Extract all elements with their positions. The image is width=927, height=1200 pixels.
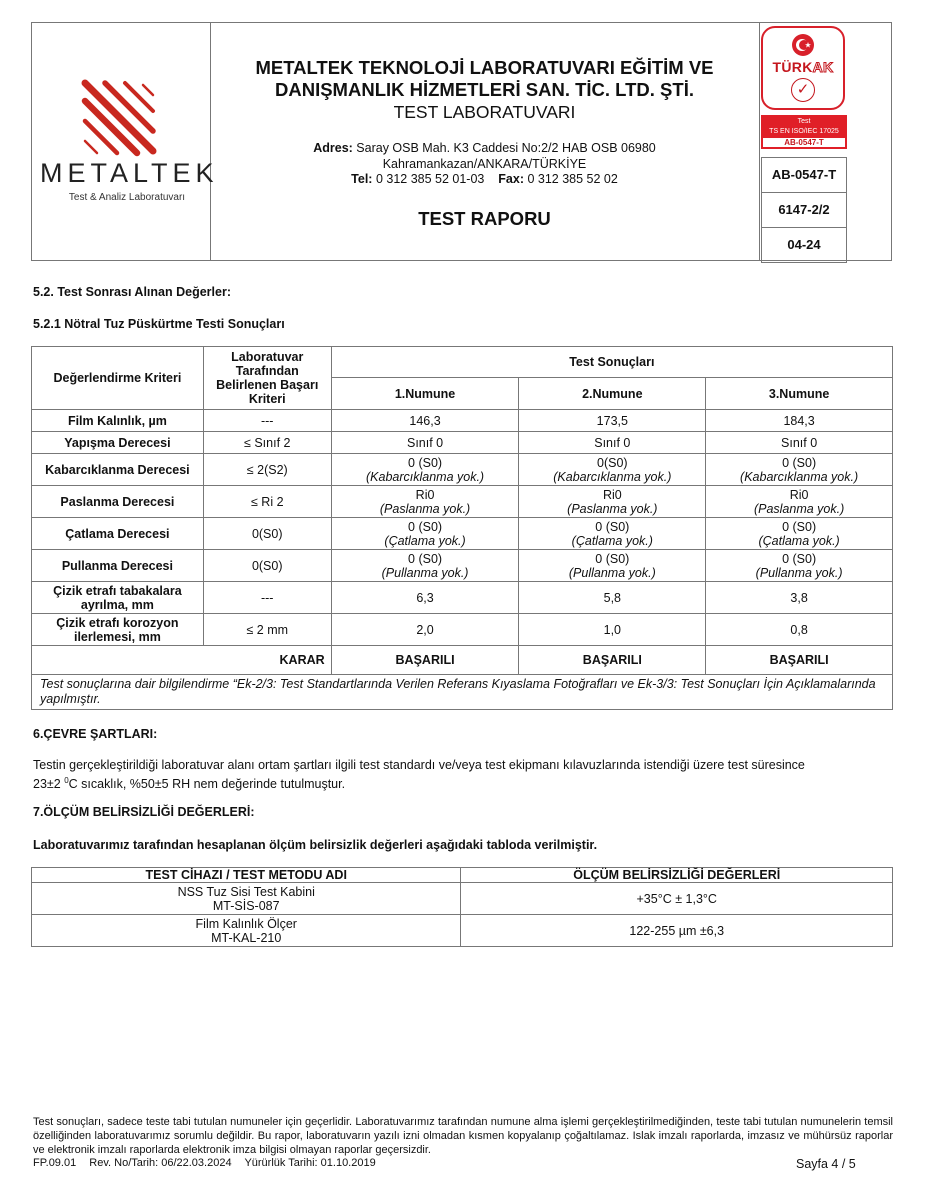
address-line1: Saray OSB Mah. K3 Caddesi No:2/2 HAB OSB 06980: [352, 141, 656, 155]
uncertainty-value: +35°C ± 1,3°C: [461, 883, 893, 915]
section-7-title: 7.ÖLÇÜM BELİRSİZLİĞİ DEĞERLERİ:: [33, 805, 255, 819]
result-value: 2,0: [416, 622, 434, 637]
footer-disclaimer: Test sonuçları, sadece teste tabi tutulan numuneler için geçerlidir. Laboratuvarımız tarafından numune alma işlemi gerçekleştirilmediğinden, teste tabi tutulan numunelerin temsil özelliğinden laboratuvarımız sorumlu değildir. Bu rapor, laboratuvarın yazılı izni olmadan kısmen kopyalanıp çoğaltılamaz. Islak imzalı raporlarda, imzasız ve mühürsüz raporlar ve elektronik imzalı raporlarda elektronik imza bilgisi olmayan raporlar geçersizdir.: [33, 1116, 893, 1156]
company-name-line2: DANIŞMANLIK HİZMETLERİ SAN. TİC. LTD. ŞTİ.: [275, 79, 694, 100]
address-line2: Kahramankazan/ANKARA/TÜRKİYE: [382, 156, 587, 171]
decision-label: KARAR: [32, 646, 332, 675]
device-code: MT-SİS-087: [212, 898, 280, 913]
fax-label: Fax:: [498, 172, 524, 186]
result-value: 0 (S0): [595, 519, 630, 534]
uncertainty-row: [32, 883, 893, 915]
sample-1-value: [331, 518, 519, 550]
result-value: 0 (S0): [408, 455, 443, 470]
metaltek-stripes-icon: [79, 79, 157, 157]
sample-2-value: [519, 614, 706, 646]
header-lab-criteria: Laboratuvar Tarafından Belirlenen Başarı Kriteri: [203, 347, 331, 410]
device-cell: [32, 883, 461, 915]
result-row: [32, 454, 893, 486]
result-value: 6,3: [416, 590, 434, 605]
decision-sample-1: BAŞARILI: [331, 646, 519, 675]
logo-wordmark: METALTEK: [40, 158, 219, 188]
accreditation-number: AB-0547-T: [762, 158, 846, 193]
result-note: (Paslanma yok.): [567, 501, 658, 516]
sample-2-value: [519, 454, 706, 486]
result-value: Ri0: [789, 487, 809, 502]
result-row: [32, 614, 893, 646]
sample-1-value: [331, 410, 519, 432]
company-name-line1: METALTEK TEKNOLOJİ LABORATUVARI EĞİTİM VE: [255, 57, 714, 78]
report-date-code: 04-24: [787, 237, 821, 252]
badge-code: AB-0547-T: [763, 138, 845, 147]
uncertainty-value: 122-255 µm ±6,3: [461, 915, 893, 947]
result-value: 0 (S0): [782, 455, 817, 470]
environment-text-line1: Testin gerçekleştirildiği laboratuvar alanı ortam şartları ilgili test standardı ve/veya test ekipmanı kılavuzlarında istendiği üzere test süresince: [33, 758, 805, 772]
crescent-star-icon: [792, 34, 814, 56]
section-6-title: 6.ÇEVRE ŞARTLARI:: [33, 727, 158, 741]
criterion-limit: ≤ Ri 2: [203, 486, 331, 518]
salt-spray-results-table: [31, 346, 893, 710]
sample-3-value: [706, 582, 893, 614]
result-value: 1,0: [603, 622, 622, 637]
header-test-results: Test Sonuçları: [331, 347, 892, 378]
criterion-limit: ≤ 2 mm: [203, 614, 331, 646]
logo-tagline: Test & Analiz Laboratuvarı: [68, 192, 186, 203]
report-number: 6147-2/2: [762, 193, 846, 228]
device-name: Film Kalınlık Ölçer: [195, 916, 297, 931]
sample-3-value: [706, 454, 893, 486]
sample-1-value: [331, 582, 519, 614]
sample-1-value: [331, 614, 519, 646]
criterion-limit: ≤ 2(S2): [203, 454, 331, 486]
form-code: FP.09.01: [33, 1157, 77, 1169]
result-row: [32, 486, 893, 518]
results-note: Test sonuçlarına dair bilgilendirme “Ek-2/3: Test Standartlarında Verilen Referans Kıyaslama Fotoğrafları ve Ek-3/3: Test Sonuçları İçin Açıklamalarında yapılmıştır.: [32, 675, 893, 710]
tel-value: 0 312 385 52 01-03: [372, 172, 485, 186]
sample-2-value: [519, 550, 706, 582]
sample-2-value: [519, 486, 706, 518]
result-value: 0 (S0): [595, 551, 630, 566]
result-value: Sınıf 0: [594, 435, 631, 450]
result-note: (Pullanma yok.): [381, 565, 469, 580]
report-reference-box: [761, 157, 847, 263]
fax-value: 0 312 385 52 02: [523, 172, 618, 186]
result-value: 146,3: [409, 413, 441, 428]
result-value: Sınıf 0: [781, 435, 818, 450]
result-row: [32, 432, 893, 454]
sample-1-value: [331, 486, 519, 518]
sample-3-value: [706, 486, 893, 518]
header-uncertainty: ÖLÇÜM BELİRSİZLİĞİ DEĞERLERİ: [461, 868, 893, 883]
result-note: (Paslanma yok.): [753, 501, 845, 516]
page-number: Sayfa 4 / 5: [796, 1157, 856, 1171]
result-note: (Pullanma yok.): [568, 565, 656, 580]
sample-3-value: [706, 614, 893, 646]
tel-label: Tel:: [351, 172, 373, 186]
result-value: Ri0: [602, 487, 622, 502]
criterion-name: Film Kalınlık, µm: [32, 410, 204, 432]
address-label: Adres:: [313, 141, 353, 155]
environment-conditions-text: [33, 758, 893, 792]
uncertainty-table: [31, 867, 893, 947]
company-address: [210, 141, 759, 188]
revision-info: Rev. No/Tarih: 06/22.03.2024: [89, 1157, 232, 1169]
result-value: 0(S0): [597, 455, 628, 470]
sample-2-value: [519, 582, 706, 614]
criterion-limit: 0(S0): [203, 550, 331, 582]
header-criteria: Değerlendirme Kriteri: [32, 347, 204, 410]
decision-sample-2: BAŞARILI: [519, 646, 706, 675]
badge-standard: TS EN ISO/IEC 17025: [769, 128, 839, 135]
result-row: [32, 550, 893, 582]
sample-1-value: [331, 454, 519, 486]
report-title: TEST RAPORU: [418, 208, 551, 229]
criterion-limit: ≤ Sınıf 2: [203, 432, 331, 454]
result-value: Sınıf 0: [406, 435, 444, 450]
result-note: (Kabarcıklanma yok.): [740, 469, 859, 484]
result-row: [32, 582, 893, 614]
logo-cell: [32, 23, 219, 260]
result-row: [32, 518, 893, 550]
section-5-2-title: 5.2. Test Sonrası Alınan Değerler:: [33, 285, 231, 299]
section-5-2-1-title: 5.2.1 Nötral Tuz Püskürtme Testi Sonuçları: [33, 317, 285, 331]
header-sample-2: 2.Numune: [519, 378, 706, 410]
company-info: [210, 23, 760, 260]
lab-subtitle: TEST LABORATUVARI: [393, 102, 576, 122]
result-value: 0 (S0): [408, 551, 443, 566]
result-value: 3,8: [790, 590, 808, 605]
result-note: (Çatlama yok.): [571, 533, 653, 548]
criterion-name: Çizik etrafı tabakalara ayrılma, mm: [32, 582, 204, 614]
accreditation-cell: [759, 23, 891, 260]
company-name: [210, 57, 759, 101]
sample-3-value: [706, 518, 893, 550]
header-sample-1: 1.Numune: [331, 378, 519, 410]
decision-sample-3: BAŞARILI: [706, 646, 893, 675]
result-value: Ri0: [415, 487, 435, 502]
result-value: 0 (S0): [408, 519, 443, 534]
footer-meta: [33, 1157, 386, 1169]
checkmark-icon: ✓: [791, 78, 815, 102]
device-name: NSS Tuz Sisi Test Kabini: [177, 884, 315, 899]
criterion-name: Çizik etrafı korozyon ilerlemesi, mm: [32, 614, 204, 646]
header-device: TEST CİHAZI / TEST METODU ADI: [32, 868, 461, 883]
badge-test-label: Test: [797, 118, 811, 125]
environment-text-line2: 23±2 $^0$C sıcaklık, %50±5 RH nem değerinde tutulmuştur.: [33, 776, 346, 792]
sample-3-value: [706, 550, 893, 582]
result-note: (Paslanma yok.): [379, 501, 471, 516]
criterion-limit: ---: [203, 410, 331, 432]
note-row: [32, 675, 893, 710]
turkak-logo: [761, 26, 845, 110]
header-sample-3: 3.Numune: [706, 378, 893, 410]
sample-2-value: [519, 518, 706, 550]
report-header: [31, 22, 892, 261]
device-cell: [32, 915, 461, 947]
result-note: (Kabarcıklanma yok.): [366, 469, 485, 484]
sample-3-value: [706, 432, 893, 454]
uncertainty-row: [32, 915, 893, 947]
criterion-name: Çatlama Derecesi: [32, 518, 204, 550]
criterion-limit: ---: [203, 582, 331, 614]
turkak-brand: TÜRKAK: [772, 59, 834, 75]
result-value: 173,5: [596, 413, 628, 428]
result-value: 0,8: [790, 622, 808, 637]
decision-row: [32, 646, 893, 675]
sample-1-value: [331, 550, 519, 582]
accreditation-badge: [761, 115, 847, 149]
result-value: 0 (S0): [782, 519, 817, 534]
result-note: (Çatlama yok.): [758, 533, 840, 548]
criterion-name: Pullanma Derecesi: [32, 550, 204, 582]
result-value: 5,8: [603, 590, 622, 605]
sample-2-value: [519, 432, 706, 454]
result-note: (Kabarcıklanma yok.): [553, 469, 672, 484]
criterion-name: Yapışma Derecesi: [32, 432, 204, 454]
sample-2-value: [519, 410, 706, 432]
result-note: (Çatlama yok.): [384, 533, 466, 548]
device-code: MT-KAL-210: [211, 930, 282, 945]
result-note: (Pullanma yok.): [755, 565, 843, 580]
result-value: 184,3: [783, 413, 815, 428]
criterion-limit: 0(S0): [203, 518, 331, 550]
result-value: 0 (S0): [782, 551, 817, 566]
result-row: [32, 410, 893, 432]
sample-3-value: [706, 410, 893, 432]
uncertainty-intro: Laboratuvarımız tarafından hesaplanan ölçüm belirsizlik değerleri aşağıdaki tabloda verilmiştir.: [33, 838, 598, 852]
criterion-name: Kabarcıklanma Derecesi: [32, 454, 204, 486]
criterion-name: Paslanma Derecesi: [32, 486, 204, 518]
effective-date: Yürürlük Tarihi: 01.10.2019: [244, 1157, 376, 1169]
sample-1-value: [331, 432, 519, 454]
